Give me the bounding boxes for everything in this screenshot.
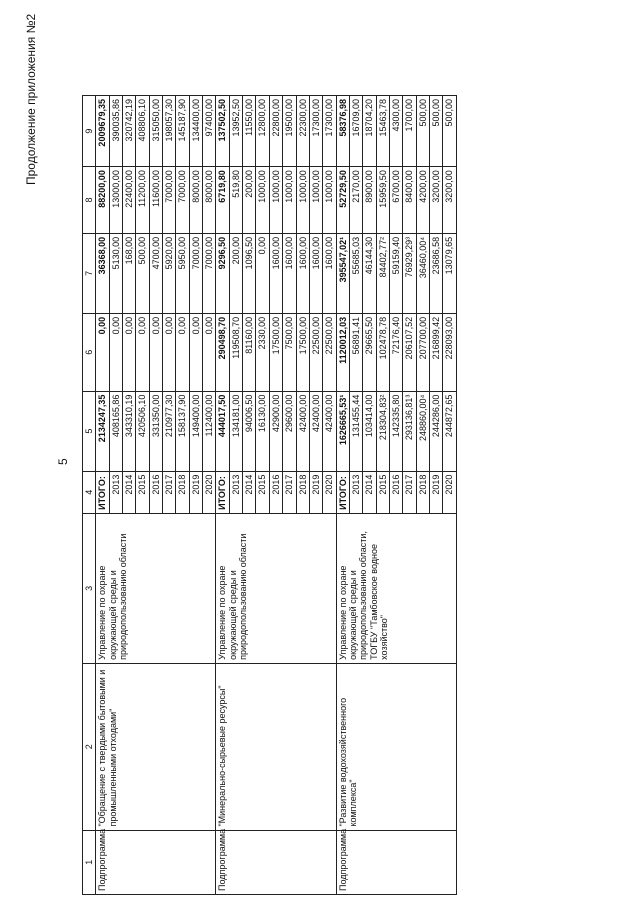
value-cell: 8000,00 [203,167,216,234]
page-content [0,5,640,905]
table-row [336,96,349,895]
value-cell: 149400,00 [189,391,202,471]
value-cell: 244286,00 [429,391,442,471]
value-cell: 500,00 [443,96,456,167]
value-cell: 17300,00 [309,96,322,167]
budget-table [82,95,457,895]
value-cell: 1600,00 [296,233,309,313]
year-cell: 2013 [109,471,122,513]
year-cell: 2018 [176,471,189,513]
value-cell: 72176,40 [389,313,402,391]
total-value-cell: 2009679,35 [96,96,109,167]
total-value-cell: 0,00 [96,313,109,391]
value-cell: 42400,00 [296,391,309,471]
value-cell: 1000,00 [269,167,282,234]
value-cell: 18704,20 [363,96,376,167]
value-cell: 13000,00 [109,167,122,234]
program-name-cell: "Минерально-сырьевые ресурсы" [216,663,336,830]
value-cell: 8400,00 [403,167,416,234]
year-cell: 2016 [269,471,282,513]
value-cell: 3200,00 [429,167,442,234]
value-cell: 1096,50 [243,233,256,313]
value-cell: 408806,10 [136,96,149,167]
value-cell: 7000,00 [163,167,176,234]
value-cell: 84402,77² [376,233,389,313]
executor-cell: Управление по охране окружающей среды и природопользованию области [216,513,336,663]
value-cell: 0,00 [109,313,122,391]
value-cell: 519,80 [229,167,242,234]
year-cell: 2014 [123,471,136,513]
value-cell: 5130,00 [109,233,122,313]
value-cell: 1000,00 [283,167,296,234]
year-cell: 2020 [203,471,216,513]
value-cell: 1700,00 [403,96,416,167]
total-value-cell: 444017,50 [216,391,229,471]
value-cell: 12800,00 [256,96,269,167]
value-cell: 248860,00⁴ [416,391,429,471]
value-cell: 134181,00 [229,391,242,471]
value-cell: 244872,65 [443,391,456,471]
year-cell: 2019 [189,471,202,513]
value-cell: 200,00 [243,167,256,234]
year-cell: 2018 [296,471,309,513]
value-cell: 13952,50 [229,96,242,167]
value-cell: 142335,80 [389,391,402,471]
year-cell: 2014 [363,471,376,513]
value-cell: 11200,00 [136,167,149,234]
year-cell: 2020 [323,471,336,513]
continuation-label: Продолжение приложения №2 [24,13,38,185]
value-cell: 134400,00 [189,96,202,167]
column-header: 5 [83,391,96,471]
value-cell: 158137,90 [176,391,189,471]
value-cell: 1600,00 [309,233,322,313]
value-cell: 1000,00 [256,167,269,234]
value-cell: 19500,00 [283,96,296,167]
total-value-cell: 2134247,35 [96,391,109,471]
total-value-cell: 1120012,03 [336,313,349,391]
value-cell: 2330,00 [256,313,269,391]
value-cell: 15959,50 [376,167,389,234]
column-header: 7 [83,233,96,313]
value-cell: 200,00 [229,233,242,313]
value-cell: 331350,00 [149,391,162,471]
total-value-cell: 88200,00 [96,167,109,234]
value-cell: 6700,00 [389,167,402,234]
total-value-cell: 290498,70 [216,313,229,391]
value-cell: 29665,50 [363,313,376,391]
value-cell: 1000,00 [296,167,309,234]
total-value-cell: 6719,80 [216,167,229,234]
value-cell: 210977,30 [163,391,176,471]
value-cell: 29600,00 [283,391,296,471]
total-label-cell: ИТОГО: [216,471,229,513]
value-cell: 94006,50 [243,391,256,471]
total-label-cell: ИТОГО: [336,471,349,513]
value-cell: 8000,00 [189,167,202,234]
value-cell: 5950,00 [176,233,189,313]
program-type-cell: Подпрограмма [216,830,336,894]
value-cell: 4700,00 [149,233,162,313]
executor-cell: Управление по охране окружающей среды и природопользованию области, ТОГБУ "Тамбовское водное хозяйство" [336,513,456,663]
value-cell: 97400,00 [203,96,216,167]
value-cell: 7000,00 [203,233,216,313]
value-cell: 16130,00 [256,391,269,471]
value-cell: 1600,00 [283,233,296,313]
total-value-cell: 137502,50 [216,96,229,167]
year-cell: 2019 [429,471,442,513]
value-cell: 0,00 [123,313,136,391]
year-cell: 2015 [256,471,269,513]
value-cell: 315050,00 [149,96,162,167]
year-cell: 2013 [229,471,242,513]
year-cell: 2019 [309,471,322,513]
value-cell: 17300,00 [323,96,336,167]
value-cell: 0,00 [163,313,176,391]
value-cell: 500,00 [429,96,442,167]
value-cell: 216899,42 [429,313,442,391]
value-cell: 390035,86 [109,96,122,167]
column-header: 6 [83,313,96,391]
value-cell: 420506,10 [136,391,149,471]
total-value-cell: 52729,50 [336,167,349,234]
table-header-row [83,96,96,895]
value-cell: 1600,00 [323,233,336,313]
value-cell: 16709,00 [349,96,362,167]
table-row [96,96,109,895]
value-cell: 22300,00 [296,96,309,167]
value-cell: 81160,00 [243,313,256,391]
value-cell: 17500,00 [269,313,282,391]
program-type-cell: Подпрограмма [96,830,216,894]
value-cell: 206107,52 [403,313,416,391]
table-body [96,96,456,895]
value-cell: 1000,00 [323,167,336,234]
total-label-cell: ИТОГО: [96,471,109,513]
value-cell: 22400,00 [123,167,136,234]
value-cell: 36460,00⁴ [416,233,429,313]
value-cell: 293136,81³ [403,391,416,471]
column-header: 2 [83,663,96,830]
page-number: 5 [56,458,70,465]
value-cell: 228093,00 [443,313,456,391]
value-cell: 1600,00 [269,233,282,313]
column-header: 1 [83,830,96,894]
total-value-cell: 395547,02¹ [336,233,349,313]
value-cell: 7500,00 [283,313,296,391]
value-cell: 11600,00 [149,167,162,234]
program-type-cell: Подпрограмма [336,830,456,894]
total-value-cell: 58376,98 [336,96,349,167]
value-cell: 23686,58 [429,233,442,313]
value-cell: 198057,30 [163,96,176,167]
value-cell: 55685,03 [349,233,362,313]
total-value-cell: 1626665,53¹ [336,391,349,471]
value-cell: 22500,00 [323,313,336,391]
value-cell: 11550,00 [243,96,256,167]
value-cell: 22500,00 [309,313,322,391]
value-cell: 13079,65 [443,233,456,313]
value-cell: 42400,00 [323,391,336,471]
value-cell: 3200,00 [443,167,456,234]
value-cell: 343310,19 [123,391,136,471]
value-cell: 0,00 [189,313,202,391]
value-cell: 7000,00 [176,167,189,234]
year-cell: 2015 [136,471,149,513]
rotated-page [0,5,640,905]
value-cell: 145187,90 [176,96,189,167]
table-row [216,96,229,895]
year-cell: 2018 [416,471,429,513]
year-cell: 2017 [403,471,416,513]
value-cell: 4200,00 [416,167,429,234]
column-header: 8 [83,167,96,234]
value-cell: 42400,00 [309,391,322,471]
value-cell: 15463,78 [376,96,389,167]
value-cell: 7000,00 [189,233,202,313]
value-cell: 1000,00 [309,167,322,234]
year-cell: 2014 [243,471,256,513]
value-cell: 5920,00 [163,233,176,313]
value-cell: 0,00 [149,313,162,391]
value-cell: 22800,00 [269,96,282,167]
value-cell: 131455,44 [349,391,362,471]
value-cell: 320742,19 [123,96,136,167]
year-cell: 2017 [163,471,176,513]
value-cell: 56891,41 [349,313,362,391]
value-cell: 76929,29³ [403,233,416,313]
column-header: 3 [83,513,96,663]
executor-cell: Управление по охране окружающей среды и природопользованию области [96,513,216,663]
year-cell: 2016 [389,471,402,513]
program-name-cell: "Обращение с твердыми бытовыми и промышленными отходами" [96,663,216,830]
value-cell: 0,00 [203,313,216,391]
column-header: 9 [83,96,96,167]
column-header: 4 [83,471,96,513]
value-cell: 168,00 [123,233,136,313]
value-cell: 102478,78 [376,313,389,391]
value-cell: 119508,70 [229,313,242,391]
year-cell: 2020 [443,471,456,513]
year-cell: 2013 [349,471,362,513]
value-cell: 8900,00 [363,167,376,234]
total-value-cell: 36368,00 [96,233,109,313]
value-cell: 500,00 [416,96,429,167]
value-cell: 207700,00 [416,313,429,391]
value-cell: 59159,40 [389,233,402,313]
value-cell: 46144,30 [363,233,376,313]
value-cell: 112400,00 [203,391,216,471]
value-cell: 0,00 [176,313,189,391]
value-cell: 17500,00 [296,313,309,391]
value-cell: 408165,86 [109,391,122,471]
value-cell: 0,00 [136,313,149,391]
year-cell: 2015 [376,471,389,513]
value-cell: 42900,00 [269,391,282,471]
value-cell: 218304,83² [376,391,389,471]
year-cell: 2016 [149,471,162,513]
value-cell: 103414,00 [363,391,376,471]
total-value-cell: 9296,50 [216,233,229,313]
year-cell: 2017 [283,471,296,513]
value-cell: 4300,00 [389,96,402,167]
value-cell: 2170,00 [349,167,362,234]
value-cell: 500,00 [136,233,149,313]
value-cell: 0,00 [256,233,269,313]
program-name-cell: "Развитие водохозяйственного комплекса" [336,663,456,830]
